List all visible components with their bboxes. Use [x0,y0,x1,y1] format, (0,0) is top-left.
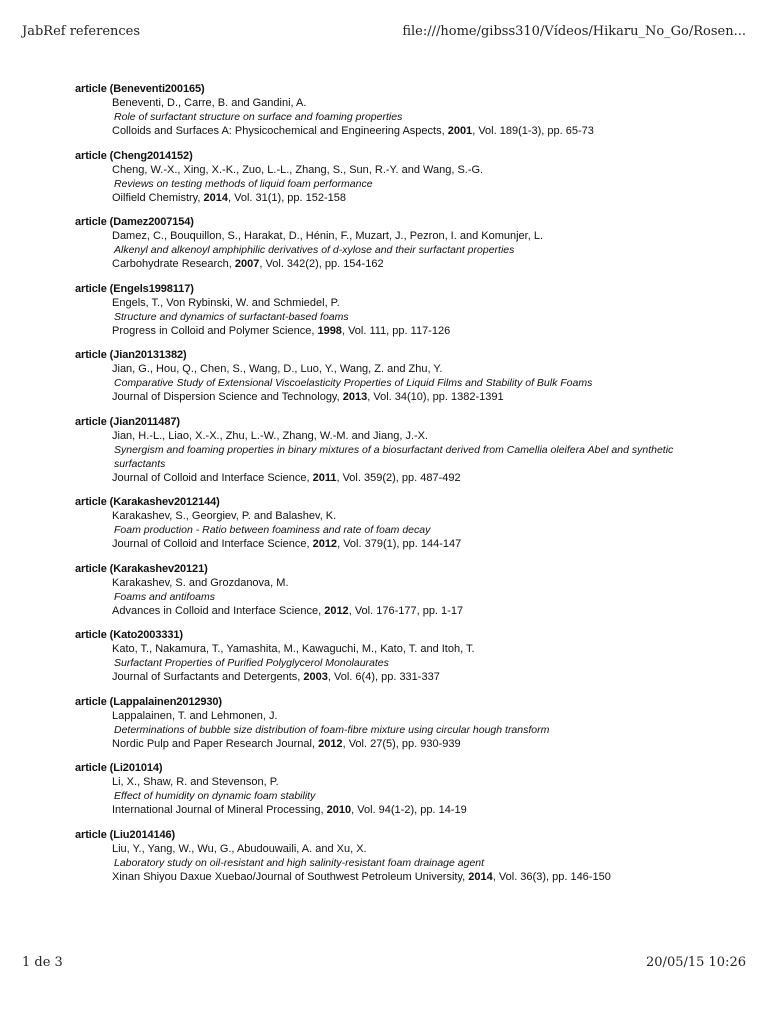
article-title: Foams and antifoams [114,590,215,603]
authors: Damez, C., Bouquillon, S., Harakat, D., Hénin, F., Muzart, J., Pezron, I. and Komunjer, L. [112,230,544,242]
source-line: Colloids and Surfaces A: Physicochemical and Engineering Aspects, 2001, Vol. 189(1-3), pp. 65-73 [112,125,594,137]
page-header [22,24,746,39]
reference-body [75,709,695,751]
reference-entry [75,695,695,751]
volume-pages: Vol. 176-177, pp. 1-17 [354,604,464,617]
journal-name: Advances in Colloid and Interface Science [112,604,319,617]
volume-pages: Vol. 111, pp. 117-126 [348,324,451,337]
article-title: Reviews on testing methods of liquid foam performance [114,177,373,190]
volume-pages: Vol. 34(10), pp. 1382-1391 [373,391,504,403]
source-line: International Journal of Mineral Processing, 2010, Vol. 94(1-2), pp. 14-19 [112,804,467,816]
citation-key: article (Liu2014146) [75,828,176,841]
volume-pages: Vol. 94(1-2), pp. 14-19 [357,804,467,816]
reference-entry [75,761,695,817]
volume-pages: Vol. 36(3), pp. 146-150 [498,870,611,883]
reference-entry [75,82,695,138]
year: 2010 [326,804,352,816]
citation-key: article (Kato2003331) [75,629,183,641]
volume-pages: Vol. 379(1), pp. 144-147 [343,538,462,550]
authors: Liu, Y., Yang, W., Wu, G., Abudouwaili, A. and Xu, X. [112,842,367,855]
reference-body [75,229,695,271]
year: 2007 [234,258,260,270]
header-file-path: file:///home/gibss310/Vídeos/Hikaru_No_Go/Rosen... [402,24,746,39]
reference-entry [75,828,695,884]
journal-name: Journal of Surfactants and Detergents [112,671,298,683]
article-title: Comparative Study of Extensional Viscoelasticity Properties of Liquid Films and Stability of Bulk Foams [114,377,593,389]
journal-name: Journal of Colloid and Interface Science [112,471,307,484]
journal-name: Oilfield Chemistry [112,191,198,204]
reference-body [75,842,695,884]
reference-body [75,362,695,404]
citation-key: article (Li201014) [75,762,163,774]
authors: Jian, G., Hou, Q., Chen, S., Wang, D., Luo, Y., Wang, Z. and Zhu, Y. [112,363,443,375]
reference-body [75,509,695,551]
reference-list [75,82,695,894]
article-title: Structure and dynamics of surfactant-based foams [114,310,349,323]
citation-key: article (Cheng2014152) [75,149,193,162]
authors: Lappalainen, T. and Lehmonen, J. [112,709,278,722]
authors: Engels, T., Von Rybinski, W. and Schmiedel, P. [112,296,340,309]
citation-key: article (Damez2007154) [75,216,194,228]
page-number: 1 de 3 [22,955,63,970]
article-title: Surfactant Properties of Purified Polyglycerol Monolaurates [114,657,389,669]
reference-body [75,576,695,618]
reference-body [75,96,695,138]
citation-key: article (Engels1998117) [75,282,194,295]
reference-entry [75,348,695,404]
print-timestamp: 20/05/15 10:26 [646,955,746,970]
reference-entry [75,495,695,551]
source-line: Advances in Colloid and Interface Science, 2012, Vol. 176-177, pp. 1-17 [112,604,464,617]
reference-body [75,775,695,817]
authors: Karakashev, S., Georgiev, P. and Balashev, K. [112,510,337,522]
year: 2012 [312,538,338,550]
citation-key: article (Jian2011487) [75,415,180,428]
year: 1998 [317,324,342,337]
source-line: Progress in Colloid and Polymer Science, 1998, Vol. 111, pp. 117-126 [112,324,451,337]
article-title: Alkenyl and alkenoyl amphiphilic derivatives of d-xylose and their surfactant properties [114,244,515,256]
journal-name: Journal of Dispersion Science and Technology [112,391,337,403]
journal-name: Progress in Colloid and Polymer Science [112,324,312,337]
source-line: Xinan Shiyou Daxue Xuebao/Journal of Southwest Petroleum University, 2014, Vol. 36(3), pp. 146-150 [112,870,611,883]
header-title: JabRef references [22,24,141,39]
reference-entry [75,149,695,205]
reference-entry [75,215,695,271]
source-line: Journal of Colloid and Interface Science, 2012, Vol. 379(1), pp. 144-147 [112,538,462,550]
citation-key: article (Lappalainen2012930) [75,695,222,708]
source-line: Carbohydrate Research, 2007, Vol. 342(2), pp. 154-162 [112,258,384,270]
article-title: Foam production - Ratio between foaminess and rate of foam decay [114,524,431,536]
article-title: Synergism and foaming properties in binary mixtures of a biosurfactant derived from Camellia oleifera Abel and synthetic surfactants [114,443,674,470]
year: 2014 [203,191,228,204]
reference-entry [75,282,695,338]
article-title: Laboratory study on oil-resistant and high salinity-resistant foam drainage agent [114,856,485,869]
article-title: Role of surfactant structure on surface and foaming properties [114,111,403,123]
source-line: Journal of Surfactants and Detergents, 2003, Vol. 6(4), pp. 331-337 [112,671,440,683]
page-footer [22,955,746,970]
year: 2003 [303,671,328,683]
reference-body [75,296,695,338]
year: 2012 [318,737,343,750]
reference-body [75,163,695,205]
journal-name: Colloids and Surfaces A: Physicochemical and Engineering Aspects [112,125,442,137]
article-title: Determinations of bubble size distribution of foam-fibre mixture using circular hough transform [114,723,550,736]
volume-pages: Vol. 6(4), pp. 331-337 [334,671,440,683]
citation-key: article (Jian20131382) [75,349,187,361]
citation-key: article (Karakashev20121) [75,562,208,575]
reference-body [75,642,695,684]
citation-key: article (Beneventi200165) [75,83,205,95]
source-line: Journal of Colloid and Interface Science, 2011, Vol. 359(2), pp. 487-492 [112,471,461,484]
authors: Jian, H.-L., Liao, X.-X., Zhu, L.-W., Zhang, W.-M. and Jiang, J.-X. [112,429,429,442]
source-line: Journal of Dispersion Science and Technology, 2013, Vol. 34(10), pp. 1382-1391 [112,391,504,403]
journal-name: International Journal of Mineral Processing [112,804,321,816]
volume-pages: Vol. 342(2), pp. 154-162 [265,258,384,270]
year: 2011 [312,471,337,484]
citation-key: article (Karakashev2012144) [75,496,220,508]
journal-name: Nordic Pulp and Paper Research Journal [112,737,312,750]
year: 2014 [468,870,493,883]
authors: Karakashev, S. and Grozdanova, M. [112,576,289,589]
article-title: Effect of humidity on dynamic foam stability [114,790,316,802]
authors: Beneventi, D., Carre, B. and Gandini, A. [112,97,307,109]
authors: Kato, T., Nakamura, T., Yamashita, M., Kawaguchi, M., Kato, T. and Itoh, T. [112,643,475,655]
source-line: Oilfield Chemistry, 2014, Vol. 31(1), pp. 152-158 [112,191,347,204]
volume-pages: Vol. 359(2), pp. 487-492 [342,471,461,484]
journal-name: Xinan Shiyou Daxue Xuebao/Journal of Southwest Petroleum University [112,870,463,883]
volume-pages: Vol. 189(1-3), pp. 65-73 [478,125,594,137]
reference-entry [75,415,695,485]
journal-name: Journal of Colloid and Interface Science [112,538,307,550]
year: 2013 [342,391,368,403]
volume-pages: Vol. 31(1), pp. 152-158 [234,191,347,204]
reference-body [75,429,695,485]
journal-name: Carbohydrate Research [112,258,229,270]
source-line: Nordic Pulp and Paper Research Journal, 2012, Vol. 27(5), pp. 930-939 [112,737,461,750]
reference-entry [75,562,695,618]
year: 2001 [447,125,473,137]
authors: Li, X., Shaw, R. and Stevenson, P. [112,776,279,788]
volume-pages: Vol. 27(5), pp. 930-939 [348,737,461,750]
reference-entry [75,628,695,684]
authors: Cheng, W.-X., Xing, X.-K., Zuo, L.-L., Zhang, S., Sun, R.-Y. and Wang, S.-G. [112,163,484,176]
year: 2012 [324,604,349,617]
